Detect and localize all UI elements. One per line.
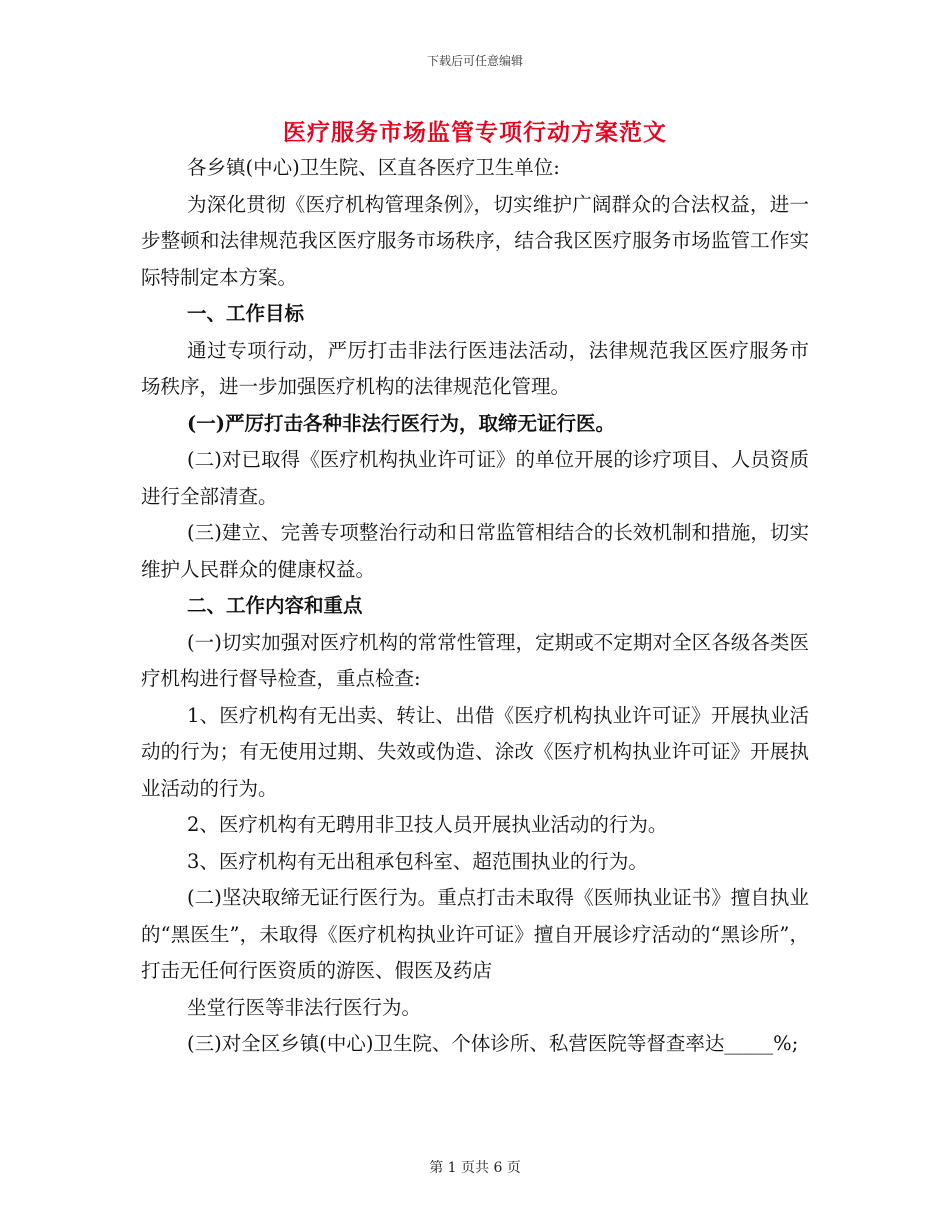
check-item-2: 2、医疗机构有无聘用非卫技人员开展执业活动的行为。 — [187, 813, 668, 836]
content-item-2-continued: 坐堂行医等非法行医行为。 — [187, 995, 422, 1019]
section-heading-goals: 一、工作目标 — [187, 302, 305, 325]
intro-paragraph: 为深化贯彻《医疗机构管理条例》，切实维护广阔群众的合法权益，进一步整顿和法律规范我区医疗服务市场秩序，结合我区医疗服务市场监管工作实际特制定本方案。 — [141, 192, 809, 289]
section-heading-content: 二、工作内容和重点 — [187, 594, 363, 617]
content-item-1: (一)切实加强对医疗机构的常常性管理，定期或不定期对全区各级各类医疗机构进行督导检查，重点检查: — [141, 630, 809, 690]
page-header: 下载后可任意编辑 — [426, 54, 523, 68]
page-footer: 第 1 页共 6 页 — [429, 1160, 521, 1176]
document-title: 医疗服务市场监管专项行动方案范文 — [283, 119, 667, 146]
document-body — [141, 150, 809, 1063]
check-item-1: 1、医疗机构有无出卖、转让、出借《医疗机构执业许可证》开展执业活动的行为；有无使用过期、失效或伪造、涂改《医疗机构执业许可证》开展执业活动的行为。 — [141, 703, 809, 800]
goals-paragraph: 通过专项行动，严厉打击非法行医违法活动，法律规范我区医疗服务市场秩序，进一步加强医疗机构的法律规范化管理。 — [141, 338, 809, 398]
content-item-3: (三)对全区乡镇(中心)卫生院、个体诊所、私营医院等督查率达_____%; — [187, 1032, 799, 1055]
check-item-3: 3、医疗机构有无出租承包科室、超范围执业的行为。 — [187, 849, 648, 873]
goal-item-3: (三)建立、完善专项整治行动和日常监管相结合的长效机制和措施，切实维护人民群众的健康权益。 — [141, 521, 809, 581]
goal-item-2: (二)对已取得《医疗机构执业许可证》的单位开展的诊疗项目、人员资质进行全部清查。 — [141, 448, 809, 508]
content-item-2: (二)坚决取缔无证行医行为。重点打击未取得《医师执业证书》擅自执业的“黑医生”，未取得《医疗机构执业许可证》擅自开展诊疗活动的“黑诊所”，打击无任何行医资质的游医、假医及药店 — [141, 886, 809, 982]
salutation: 各乡镇(中心)卫生院、区直各医疗卫生单位: — [187, 156, 560, 179]
goal-item-1: (一)严厉打击各种非法行医行为，取缔无证行医。 — [187, 411, 615, 435]
